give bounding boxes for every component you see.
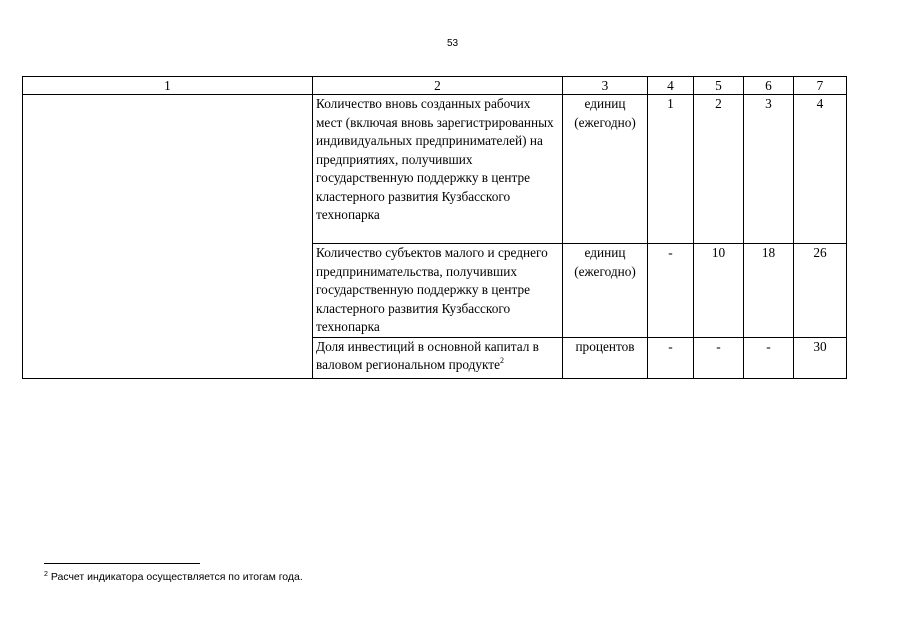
value-cell: - (648, 337, 694, 378)
value-cell: - (744, 337, 794, 378)
column-header: 5 (694, 77, 744, 95)
indicator-name: Количество вновь созданных рабочих мест (включая вновь зарегистрированных индивидуальных предпринимателей) на предприятиях, получивших государственную поддержку в центре кластерного развития Кузбасского технопарка (313, 95, 563, 244)
value-cell: 18 (744, 244, 794, 338)
column-header: 3 (563, 77, 648, 95)
column-header: 2 (313, 77, 563, 95)
footnote-text: Расчет индикатора осуществляется по итогам года. (47, 571, 303, 583)
column-header: 1 (23, 77, 313, 95)
value-cell: 26 (794, 244, 847, 338)
column-header: 6 (744, 77, 794, 95)
value-cell: 1 (648, 95, 694, 244)
value-cell: 3 (744, 95, 794, 244)
unit-cell: процентов (563, 337, 648, 378)
value-cell: - (648, 244, 694, 338)
value-cell: 4 (794, 95, 847, 244)
unit-cell: единиц (ежегодно) (563, 95, 648, 244)
indicator-name-text: Доля инвестиций в основной капитал в валовом региональном продукте (316, 338, 539, 372)
footnote-separator (44, 563, 200, 564)
footnote-marker: 2 (44, 571, 48, 578)
table-header-row (23, 77, 847, 95)
program-cell (23, 95, 313, 379)
page-number: 53 (446, 38, 459, 49)
footnote-reference[interactable]: 2 (500, 356, 505, 365)
value-cell: 10 (694, 244, 744, 338)
footnote (44, 571, 303, 583)
indicator-name (313, 337, 563, 378)
indicators-table (22, 76, 847, 379)
value-cell: 2 (694, 95, 744, 244)
table-row (23, 95, 847, 244)
value-cell: - (694, 337, 744, 378)
column-header: 7 (794, 77, 847, 95)
value-cell: 30 (794, 337, 847, 378)
unit-cell: единиц (ежегодно) (563, 244, 648, 338)
indicator-name: Количество субъектов малого и среднего предпринимательства, получивших государственную поддержку в центре кластерного развития Кузбасского технопарка (313, 244, 563, 338)
column-header: 4 (648, 77, 694, 95)
